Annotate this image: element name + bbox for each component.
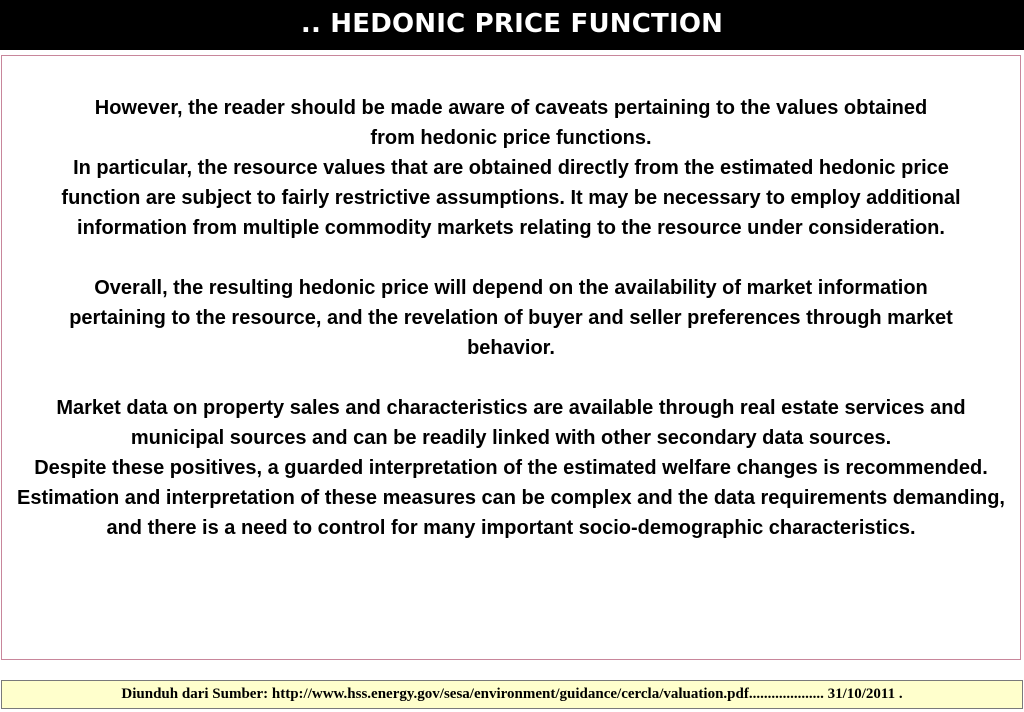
content-box	[1, 55, 1021, 660]
paragraph-caveats: However, the reader should be made aware of caveats pertaining to the values obtained from hedonic price functions.	[94, 97, 928, 149]
paragraph-guarded-interpretation: Despite these positives, a guarded interpretation of the estimated welfare changes is recommended.	[34, 457, 988, 479]
paragraph-overall: Overall, the resulting hedonic price will depend on the availability of market information pertaining to the resource, and the revelation of buyer and seller preferences through market behavior.	[69, 277, 953, 359]
slide-title: .. HEDONIC PRICE FUNCTION	[300, 9, 724, 39]
title-bar	[0, 0, 1024, 50]
source-citation: Diunduh dari Sumber: http://www.hss.energy.gov/sesa/environment/guidance/cercla/valuation.pdf.................... 31/10/2011 .	[121, 686, 903, 702]
body-text	[8, 93, 1014, 543]
paragraph-spacer	[8, 243, 1014, 273]
source-footer	[1, 680, 1023, 709]
paragraph-estimation: Estimation and interpretation of these measures can be complex and the data requirements demanding, and there is a need to control for many important socio-demographic characteristics.	[16, 487, 1005, 539]
paragraph-market-data: Market data on property sales and characteristics are available through real estate services and municipal sources and can be readily linked with other secondary data sources.	[56, 397, 966, 449]
paragraph-spacer	[8, 363, 1014, 393]
paragraph-restrictive-assumptions: In particular, the resource values that are obtained directly from the estimated hedonic price function are subject to fairly restrictive assumptions. It may be necessary to employ additional information from multiple commodity markets relating to the resource under consideration.	[61, 157, 961, 239]
